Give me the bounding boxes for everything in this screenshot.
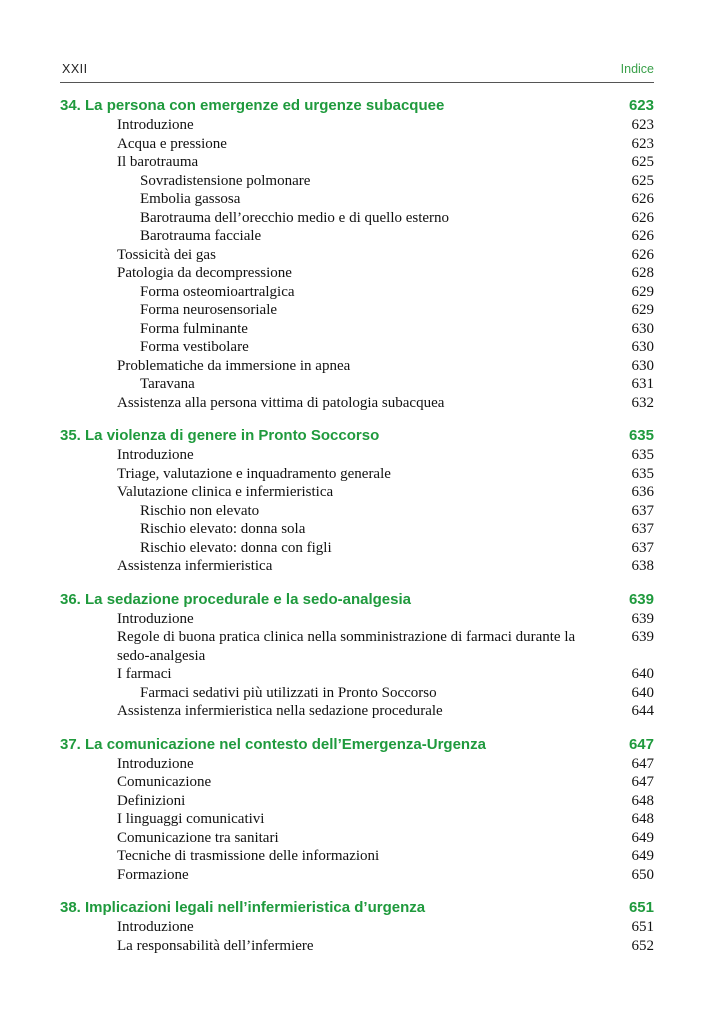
toc-entry[interactable]: [60, 610, 654, 629]
entry-title: Definizioni: [117, 792, 186, 809]
entry-page: 640: [631, 666, 654, 682]
entry-title: Tossicità dei gas: [117, 246, 216, 263]
toc-entry[interactable]: [60, 283, 654, 302]
toc-entry[interactable]: [60, 394, 654, 413]
entry-title: Rischio elevato: donna sola: [140, 521, 306, 537]
toc-entry[interactable]: [60, 116, 654, 135]
chapter-title: 37. La comunicazione nel contesto dell’Emergenza-Urgenza: [60, 735, 486, 753]
table-of-contents: [60, 96, 654, 969]
entry-title: Problematiche da immersione in apnea: [117, 357, 351, 374]
entry-page: 652: [631, 937, 654, 954]
chapter-section: [60, 590, 654, 721]
entry-title: Acqua e pressione: [117, 135, 227, 152]
entry-title: Assistenza alla persona vittima di patologia subacquea: [117, 394, 445, 411]
page-header: [60, 62, 654, 83]
chapter-page: 651: [628, 899, 654, 916]
chapter-title-row[interactable]: [60, 590, 654, 610]
entry-page: 637: [631, 521, 654, 537]
entry-page: 630: [631, 320, 654, 337]
chapter-title: 38. Implicazioni legali nell’infermieristica d’urgenza: [60, 899, 426, 916]
toc-entry[interactable]: [60, 338, 654, 357]
toc-entry[interactable]: [60, 792, 654, 811]
toc-entry[interactable]: [60, 465, 654, 484]
entry-title: I farmaci: [117, 666, 172, 682]
entry-page: 644: [631, 703, 654, 719]
toc-entry[interactable]: [60, 918, 654, 937]
entry-title: Forma vestibolare: [140, 339, 249, 355]
entry-page: 626: [631, 191, 654, 207]
entry-title: Introduzione: [117, 919, 194, 935]
toc-entry[interactable]: [60, 866, 654, 885]
toc-entry[interactable]: [60, 628, 654, 665]
entry-title: Introduzione: [117, 447, 194, 463]
entry-title: Embolia gassosa: [140, 191, 241, 207]
chapter-title: 34. La persona con emergenze ed urgenze subacquee: [60, 97, 445, 114]
entry-title: Barotrauma facciale: [140, 228, 262, 244]
entry-page: 630: [631, 357, 654, 374]
entry-title: Introduzione: [117, 610, 194, 627]
entry-page: 635: [631, 447, 654, 463]
toc-entry[interactable]: [60, 227, 654, 246]
entry-title: La responsabilità dell’infermiere: [117, 937, 314, 954]
toc-entry[interactable]: [60, 829, 654, 848]
entry-title: Barotrauma dell’orecchio medio e di quello esterno: [140, 209, 450, 226]
entry-page: 628: [631, 265, 654, 281]
entry-title: Introduzione: [117, 117, 194, 133]
toc-entry[interactable]: [60, 301, 654, 320]
entry-page: 638: [631, 558, 654, 574]
toc-entry[interactable]: [60, 539, 654, 558]
entry-page: 636: [631, 484, 654, 500]
entry-page: 623: [631, 117, 654, 133]
entry-title: Regole di buona pratica clinica nella somministrazione di farmaci durante la sedo-analgesia: [117, 629, 576, 664]
entry-page: 626: [631, 246, 654, 263]
entry-page: 625: [631, 154, 654, 170]
entry-page: 630: [631, 339, 654, 355]
entry-page: 625: [631, 172, 654, 189]
toc-entry[interactable]: [60, 264, 654, 283]
entry-title: Formazione: [117, 866, 189, 883]
entry-page: 648: [631, 792, 654, 809]
toc-entry[interactable]: [60, 483, 654, 502]
entry-title: Forma osteomioartralgica: [140, 283, 295, 300]
toc-entry[interactable]: [60, 665, 654, 684]
entry-title: Rischio elevato: donna con figli: [140, 539, 332, 556]
entry-title: Farmaci sedativi più utilizzati in Pronto Soccorso: [140, 684, 437, 701]
toc-entry[interactable]: [60, 755, 654, 774]
entry-title: Assistenza infermieristica: [117, 558, 273, 574]
chapter-title-row[interactable]: [60, 735, 654, 755]
toc-entry[interactable]: [60, 135, 654, 154]
chapter-title-row[interactable]: [60, 898, 654, 918]
chapter-section: [60, 735, 654, 885]
entry-page: 649: [631, 848, 654, 864]
entry-title: Comunicazione: [117, 774, 212, 790]
toc-entry[interactable]: [60, 320, 654, 339]
entry-page: 631: [631, 376, 654, 392]
toc-entry[interactable]: [60, 810, 654, 829]
entry-title: I linguaggi comunicativi: [117, 811, 265, 827]
toc-entry[interactable]: [60, 446, 654, 465]
toc-entry[interactable]: [60, 520, 654, 539]
entry-page: 632: [631, 394, 654, 411]
entry-page: 648: [631, 811, 654, 827]
toc-entry[interactable]: [60, 190, 654, 209]
entry-title: Il barotrauma: [117, 154, 199, 170]
toc-entry[interactable]: [60, 702, 654, 721]
entry-page: 650: [631, 866, 654, 883]
chapter-title: 35. La violenza di genere in Pronto Soccorso: [60, 427, 380, 444]
toc-entry[interactable]: [60, 773, 654, 792]
entry-page: 635: [631, 465, 654, 482]
entry-page: 637: [631, 539, 654, 556]
toc-entry[interactable]: [60, 153, 654, 172]
entry-title: Comunicazione tra sanitari: [117, 829, 279, 846]
entry-page: 639: [631, 610, 654, 627]
toc-entry[interactable]: [60, 172, 654, 191]
toc-entry[interactable]: [60, 557, 654, 576]
entry-title: Assistenza infermieristica nella sedazione procedurale: [117, 703, 443, 719]
entry-page: 626: [631, 209, 654, 226]
chapter-page: 639: [628, 590, 654, 608]
chapter-page: 647: [628, 735, 654, 753]
entry-title: Patologia da decompressione: [117, 265, 292, 281]
entry-page: 637: [631, 502, 654, 519]
entry-title: Valutazione clinica e infermieristica: [117, 484, 334, 500]
entry-page: 629: [631, 283, 654, 300]
toc-entry[interactable]: [60, 937, 654, 956]
chapter-section: [60, 898, 654, 955]
entry-page: 640: [631, 684, 654, 701]
entry-title: Forma fulminante: [140, 320, 248, 337]
page-number: XXII: [62, 62, 88, 76]
entry-title: Rischio non elevato: [140, 502, 260, 519]
entry-page: 649: [631, 829, 654, 846]
toc-entry[interactable]: [60, 847, 654, 866]
chapter-section: [60, 426, 654, 576]
entry-title: Introduzione: [117, 755, 194, 772]
chapter-page: 623: [628, 97, 654, 114]
entry-title: Sovradistensione polmonare: [140, 172, 311, 189]
entry-page: 647: [631, 755, 654, 772]
toc-entry[interactable]: [60, 357, 654, 376]
chapter-title: 36. La sedazione procedurale e la sedo-analgesia: [60, 590, 411, 608]
entry-title: Triage, valutazione e inquadramento generale: [117, 465, 391, 482]
chapter-title-row[interactable]: [60, 96, 654, 116]
entry-page: 647: [631, 774, 654, 790]
entry-title: Tecniche di trasmissione delle informazioni: [117, 848, 380, 864]
toc-entry[interactable]: [60, 209, 654, 228]
entry-page: 626: [631, 228, 654, 244]
entry-title: Taravana: [140, 376, 195, 392]
running-title: Indice: [620, 62, 654, 76]
toc-entry[interactable]: [60, 246, 654, 265]
chapter-title-row[interactable]: [60, 426, 654, 446]
chapter-page: 635: [628, 427, 654, 444]
toc-entry[interactable]: [60, 684, 654, 703]
chapter-section: [60, 96, 654, 412]
entry-page: 639: [631, 629, 654, 645]
entry-page: 651: [631, 919, 654, 935]
toc-entry[interactable]: [60, 502, 654, 521]
entry-title: Forma neurosensoriale: [140, 302, 278, 318]
toc-entry[interactable]: [60, 375, 654, 394]
entry-page: 629: [631, 302, 654, 318]
entry-page: 623: [631, 135, 654, 152]
